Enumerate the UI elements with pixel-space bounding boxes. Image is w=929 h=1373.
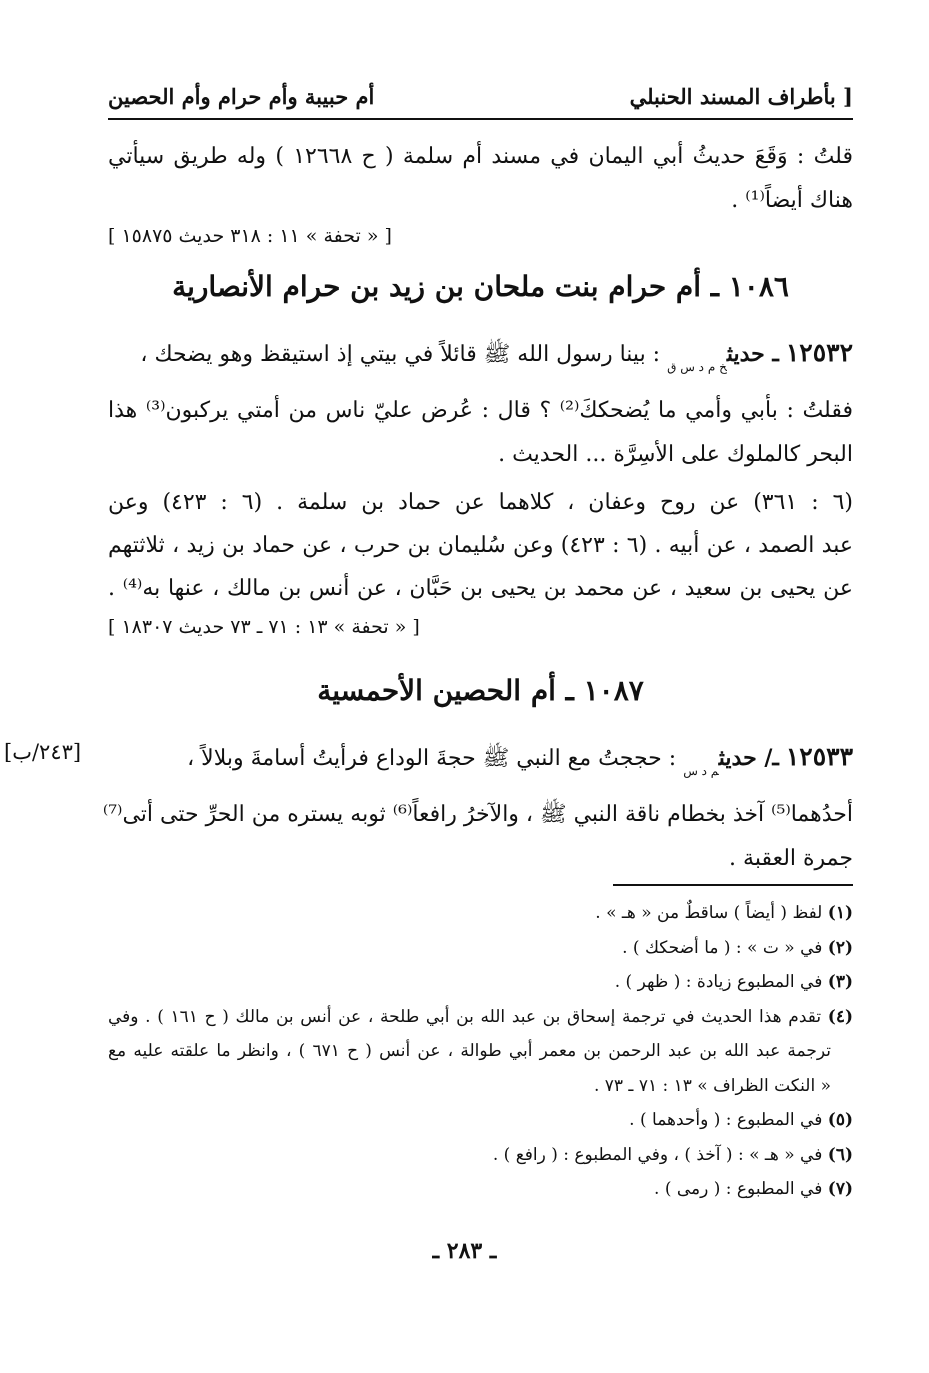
section-heading: ١٠٨٦ ـ أم حرام بنت ملحان بن زيد بن حرام الأنصارية — [172, 270, 789, 303]
running-header — [108, 78, 853, 120]
footnote-number: (٤) — [827, 1006, 853, 1027]
header-section-title: أم حبيبة وأم حرام وأم الحصين — [108, 84, 375, 109]
footnote — [108, 1000, 853, 1035]
footnote-text: في المطبوع زيادة : ( ظهر ) . — [614, 972, 823, 992]
isnad-line: عبد الصمد ، عن أبيه . (٦ : ٤٢٣) وعن سُليمان بن حرب ، عن حماد بن زيد ، ثلاثتهم — [108, 533, 853, 558]
footnote-text: لفظ ( أيضاً ) ساقطٌ من « هـ » . — [595, 903, 823, 923]
footnote-text: ترجمة عبد الله بن عبد الرحمن بن معمر أبي طوالة ، عن أنس ( ح ٦٧١ ) ، وانظر ما علقته عليه مع — [108, 1041, 831, 1061]
hadith-sigla: خ م د س ق — [667, 360, 727, 374]
hadith-text: جمرة العقبة . — [729, 846, 853, 871]
footnote — [108, 1138, 853, 1173]
footnote-text: في « ت » : ( ما أضحكك ) . — [622, 937, 823, 958]
hadith-number: ١٢٥٣٣ — [785, 742, 853, 771]
footnote — [108, 896, 853, 931]
footnote-number: (١) — [827, 903, 853, 923]
footnote-number: (٢) — [827, 937, 853, 958]
header-book-title: بأطراف المسند الحنبلي ] — [629, 84, 853, 109]
hadith-keyword: ـ حديث — [726, 341, 779, 367]
footnotes — [108, 896, 853, 1207]
page-number: ـ ٢٨٣ ـ — [432, 1238, 497, 1264]
footnote — [108, 931, 853, 966]
section1-ref-wrap — [108, 616, 853, 638]
tuhfa-reference: [ « تحفة » ١٣ : ٧١ ـ ٧٣ حديث ١٨٣٠٧ ] — [108, 616, 420, 638]
hadith-number: ١٢٥٣٢ — [785, 338, 853, 367]
footnote-divider — [613, 884, 853, 886]
footnote-number: (٥) — [827, 1110, 853, 1130]
footnote-continuation — [108, 1069, 853, 1104]
footnote-text: في « هـ » : ( آخذ ) ، وفي المطبوع : ( رافع ) . — [492, 1144, 823, 1165]
footnote-number: (٧) — [827, 1179, 853, 1199]
footnote-number: (٣) — [827, 972, 853, 992]
isnad-line: (٦ : ٣٦١) عن روح وعفان ، كلاهما عن حماد بن سلمة . (٦ : ٤٢٣) وعن — [108, 490, 853, 515]
footnote — [108, 965, 853, 1000]
tuhfa-reference: [ « تحفة » ١١ : ٣١٨ حديث ١٥٨٧٥ ] — [108, 225, 392, 247]
footnote-text: في المطبوع : ( رمى ) . — [654, 1179, 823, 1199]
section-heading: ١٠٨٧ ـ أم الحصين الأحمسية — [317, 674, 644, 707]
footnote-text: تقدم هذا الحديث في ترجمة إسحاق بن عبد الله بن أبي طلحة ، عن أنس بن مالك ( ح ١٦١ ) . وفي — [108, 1006, 822, 1027]
intro-ref-wrap — [108, 225, 853, 247]
footnote-continuation — [108, 1034, 853, 1069]
hadith-text: أحدُهما⁽⁵⁾ آخذ بخطام ناقة النبي ﷺ ، والآخرُ رافعاً⁽⁶⁾ ثوبه يستره من الحرِّ حتى أتى⁽⁷⁾ — [102, 802, 853, 827]
isnad-paragraph — [108, 486, 853, 606]
manuscript-folio-ref: [٢٤٣/ب] — [4, 740, 82, 764]
intro-paragraph — [108, 140, 853, 218]
footnote-text: « النكت الظراف » ١٣ : ٧١ ـ ٧٣ . — [593, 1075, 831, 1096]
footnote — [108, 1172, 853, 1207]
hadith-12532 — [108, 336, 853, 472]
isnad-line: عن يحيى بن سعيد ، عن محمد بن يحيى بن حَبَّان ، عن أنس بن مالك ، عنها به⁽⁴⁾ . — [108, 576, 853, 601]
hadith-text: البحر كالملوك على الأسِرَّة ... الحديث . — [498, 442, 853, 467]
hadith-keyword: ـ/ حديث — [718, 745, 779, 771]
intro-line: هناك أيضاً⁽¹⁾ . — [731, 188, 853, 213]
footnote-number: (٦) — [827, 1144, 853, 1165]
hadith-text: فقلتُ : بأبي وأمي ما يُضحككَ⁽²⁾ ؟ قال : عُرض عليّ ناس من أمتي يركبون⁽³⁾ هذا — [108, 398, 853, 423]
hadith-text: : بينا رسول الله ﷺ قائلاً في بيتي إذ استيقظ وهو يضحك ، — [140, 342, 661, 367]
footnote — [108, 1103, 853, 1138]
hadith-text: : حججتُ مع النبي ﷺ حجةَ الوداع فرأيتُ أسامةَ وبلالاً ، — [187, 746, 677, 771]
intro-line: قلتُ : وَقَعَ حديثُ أبي اليمان في مسند أم سلمة ( ح ١٢٦٦٨ ) وله طريق سيأتي — [108, 144, 853, 169]
hadith-sigla: م د س — [683, 764, 719, 778]
footnote-text: في المطبوع : ( وأحدهما ) . — [629, 1110, 823, 1130]
hadith-12533 — [102, 740, 853, 876]
